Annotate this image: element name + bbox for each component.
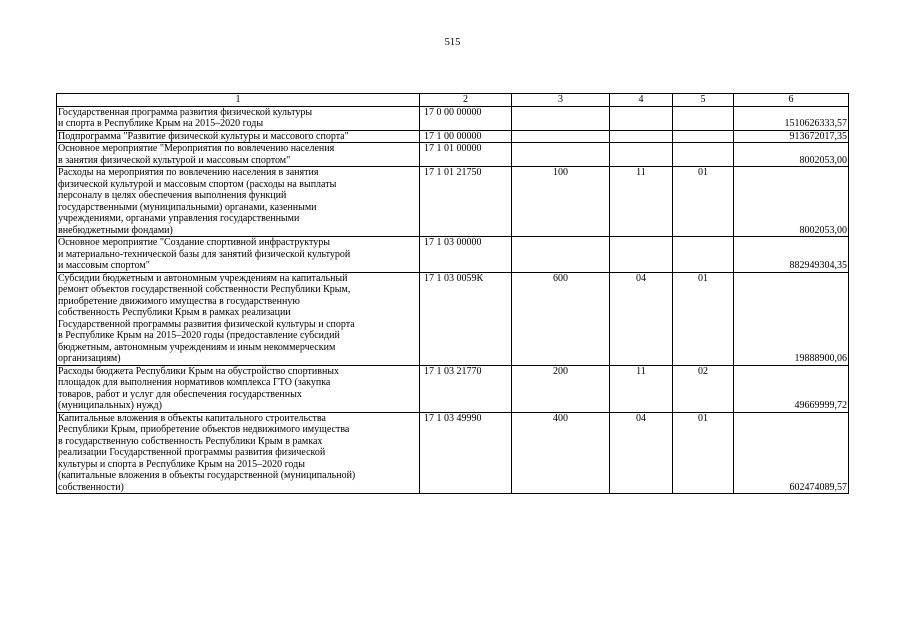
row-name: Государственная программа развития физической культуры и спорта в Республике Крым на 2015–2020 годы: [57, 106, 420, 130]
table-row: [57, 272, 849, 365]
row-col4: 11: [610, 167, 673, 237]
row-amount: 882949304,35: [734, 237, 849, 273]
column-header-6: 6: [734, 94, 849, 107]
row-col4: 04: [610, 412, 673, 494]
row-name: Основное мероприятие "Создание спортивной инфраструктуры и материально-технической базы для занятий физической культурой и массовым спортом": [57, 237, 420, 273]
row-name: Расходы на мероприятия по вовлечению населения в занятия физической культурой и массовым спортом (расходы на выплаты персоналу в целях обеспечения выполнения функций государственными (муниципальными) органами, казенными учреждениями, органами управления государственными внебюджетными фондами): [57, 167, 420, 237]
row-col4: [610, 106, 673, 130]
row-code: 17 1 03 0059К: [420, 272, 512, 365]
budget-table: [56, 93, 849, 494]
row-amount: 1510626333,57: [734, 106, 849, 130]
row-col4: 11: [610, 365, 673, 412]
row-code: 17 1 03 00000: [420, 237, 512, 273]
row-col3: 600: [512, 272, 610, 365]
row-name: Основное мероприятие "Мероприятия по вовлечению населения в занятия физической культурой и массовым спортом": [57, 143, 420, 167]
row-col4: [610, 237, 673, 273]
row-amount: 19888900,06: [734, 272, 849, 365]
table-row: [57, 167, 849, 237]
row-col4: 04: [610, 272, 673, 365]
row-name: Капитальные вложения в объекты капитального строительства Республики Крым, приобретение объектов недвижимого имущества в государственную собственность Республики Крым в рамках реализации Государственной программы развития физической культуры и спорта в Республике Крым на 2015–2020 годы (капитальные вложения в объекты государственной (муниципальной) собственности): [57, 412, 420, 494]
row-col3: 400: [512, 412, 610, 494]
row-col3: 200: [512, 365, 610, 412]
column-header-2: 2: [420, 94, 512, 107]
row-col5: 01: [673, 167, 734, 237]
row-col5: 01: [673, 412, 734, 494]
row-code: 17 0 00 00000: [420, 106, 512, 130]
row-code: 17 1 03 21770: [420, 365, 512, 412]
row-code: 17 1 01 00000: [420, 143, 512, 167]
row-col3: [512, 130, 610, 143]
row-code: 17 1 00 00000: [420, 130, 512, 143]
row-col5: [673, 143, 734, 167]
page-number: 515: [444, 37, 461, 48]
row-code: 17 1 03 49990: [420, 412, 512, 494]
column-header-4: 4: [610, 94, 673, 107]
row-col3: [512, 237, 610, 273]
row-col4: [610, 130, 673, 143]
row-col3: 100: [512, 167, 610, 237]
row-amount: 913672017,35: [734, 130, 849, 143]
column-header-5: 5: [673, 94, 734, 107]
row-col5: 01: [673, 272, 734, 365]
row-amount: 8002053,00: [734, 143, 849, 167]
row-name: Подпрограмма "Развитие физической культуры и массового спорта": [57, 130, 420, 143]
column-header-3: 3: [512, 94, 610, 107]
table-row: [57, 130, 849, 143]
row-col4: [610, 143, 673, 167]
table-row: [57, 412, 849, 494]
table-row: [57, 237, 849, 273]
row-code: 17 1 01 21750: [420, 167, 512, 237]
row-amount: 49669999,72: [734, 365, 849, 412]
row-col3: [512, 106, 610, 130]
row-col5: [673, 106, 734, 130]
column-header-1: 1: [57, 94, 420, 107]
row-amount: 8002053,00: [734, 167, 849, 237]
table-row: [57, 365, 849, 412]
row-col5: 02: [673, 365, 734, 412]
table-row: [57, 106, 849, 130]
row-col5: [673, 237, 734, 273]
table-header-row: [57, 94, 849, 107]
table-row: [57, 143, 849, 167]
row-col3: [512, 143, 610, 167]
row-name: Субсидии бюджетным и автономным учреждениям на капитальный ремонт объектов государственной собственности Республики Крым, приобретение движимого имущества в государственную собственность Республики Крым в рамках реализации Государственной программы развития физической культуры и спорта в Республике Крым на 2015–2020 годы (предоставление субсидий бюджетным, автономным учреждениям и иным некоммерческим организациям): [57, 272, 420, 365]
row-name: Расходы бюджета Республики Крым на обустройство спортивных площадок для выполнения нормативов комплекса ГТО (закупка товаров, работ и услуг для обеспечения государственных (муниципальных) нужд): [57, 365, 420, 412]
row-amount: 602474089,57: [734, 412, 849, 494]
row-col5: [673, 130, 734, 143]
